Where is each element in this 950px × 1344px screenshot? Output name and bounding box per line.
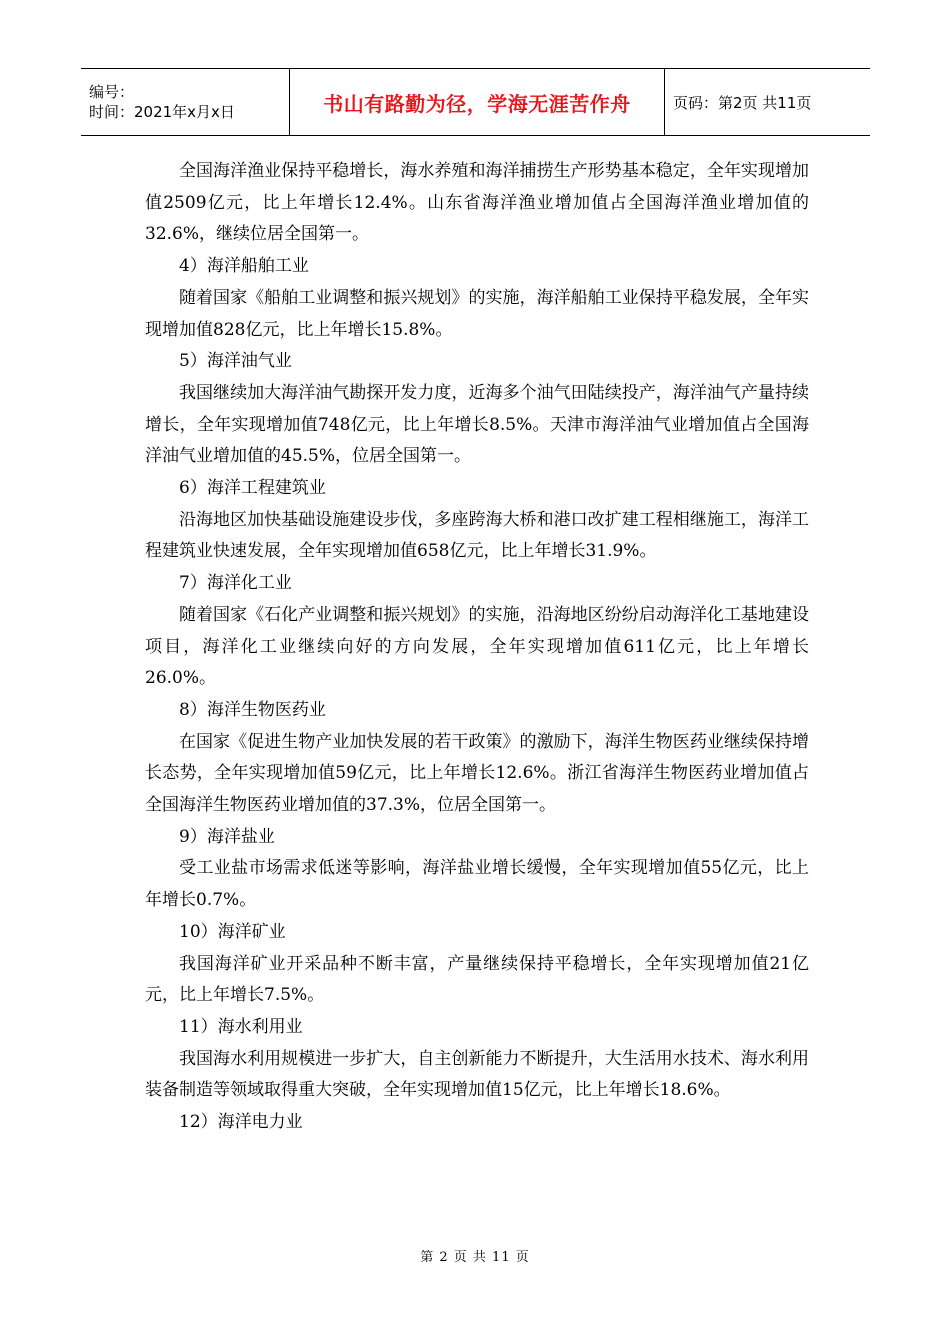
- document-date-label: 时间：2021年x月x日: [89, 103, 235, 121]
- paragraph-engineering: 沿海地区加快基础设施建设步伐，多座跨海大桥和港口改扩建工程相继施工，海洋工程建筑业快速发展，全年实现增加值658亿元，比上年增长31.9%。: [145, 509, 809, 562]
- section-heading-oil-gas: 5）海洋油气业: [179, 351, 292, 372]
- paragraph-salt: 受工业盐市场需求低迷等影响，海洋盐业增长缓慢，全年实现增加值55亿元，比上年增长0.7%。: [145, 858, 809, 911]
- paragraph-shipbuilding: 随着国家《船舶工业调整和振兴规划》的实施，海洋船舶工业保持平稳发展，全年实现增加值828亿元，比上年增长15.8%。: [145, 287, 809, 340]
- document-number-label: 编号：: [89, 83, 135, 101]
- header-meta-cell: [81, 69, 290, 136]
- section-heading-engineering: 6）海洋工程建筑业: [179, 478, 326, 499]
- paragraph-oil-gas: 我国继续加大海洋油气勘探开发力度，近海多个油气田陆续投产，海洋油气产量持续增长，全年实现增加值748亿元，比上年增长8.5%。天津市海洋油气业增加值占全国海洋油气业增加值的45.5%，位居全国第一。: [145, 382, 809, 467]
- section-heading-seawater: 11）海水利用业: [179, 1016, 303, 1037]
- page-footer: 第 2 页 共 11 页: [420, 1250, 530, 1265]
- paragraph-seawater: 我国海水利用规模进一步扩大，自主创新能力不断提升，大生活用水技术、海水利用装备制造等领域取得重大突破，全年实现增加值15亿元，比上年增长18.6%。: [145, 1048, 809, 1101]
- header-motto: 书山有路勤为径，学海无涯苦作舟: [290, 69, 665, 136]
- paragraph-mining: 我国海洋矿业开采品种不断丰富，产量继续保持平稳增长，全年实现增加值21亿元，比上年增长7.5%。: [145, 953, 809, 1006]
- section-heading-mining: 10）海洋矿业: [179, 921, 286, 942]
- document-body: [145, 156, 809, 1139]
- section-heading-shipbuilding: 4）海洋船舶工业: [179, 256, 309, 277]
- header-page-code: 页码：第2页 共11页: [665, 69, 871, 136]
- section-heading-power: 12）海洋电力业: [179, 1112, 303, 1133]
- section-heading-salt: 9）海洋盐业: [179, 826, 275, 847]
- section-heading-chemical: 7）海洋化工业: [179, 573, 292, 594]
- paragraph-fishery: 全国海洋渔业保持平稳增长，海水养殖和海洋捕捞生产形势基本稳定，全年实现增加值2509亿元，比上年增长12.4%。山东省海洋渔业增加值占全国海洋渔业增加值的32.6%，继续位居全国第一。: [145, 161, 809, 245]
- section-heading-biomedicine: 8）海洋生物医药业: [179, 699, 326, 720]
- paragraph-chemical: 随着国家《石化产业调整和振兴规划》的实施，沿海地区纷纷启动海洋化工基地建设项目，海洋化工业继续向好的方向发展，全年实现增加值611亿元，比上年增长26.0%。: [145, 604, 809, 689]
- paragraph-biomedicine: 在国家《促进生物产业加快发展的若干政策》的激励下，海洋生物医药业继续保持增长态势，全年实现增加值59亿元，比上年增长12.6%。浙江省海洋生物医药业增加值占全国海洋生物医药业增加值的37.3%，位居全国第一。: [145, 731, 809, 816]
- document-header: [81, 68, 870, 136]
